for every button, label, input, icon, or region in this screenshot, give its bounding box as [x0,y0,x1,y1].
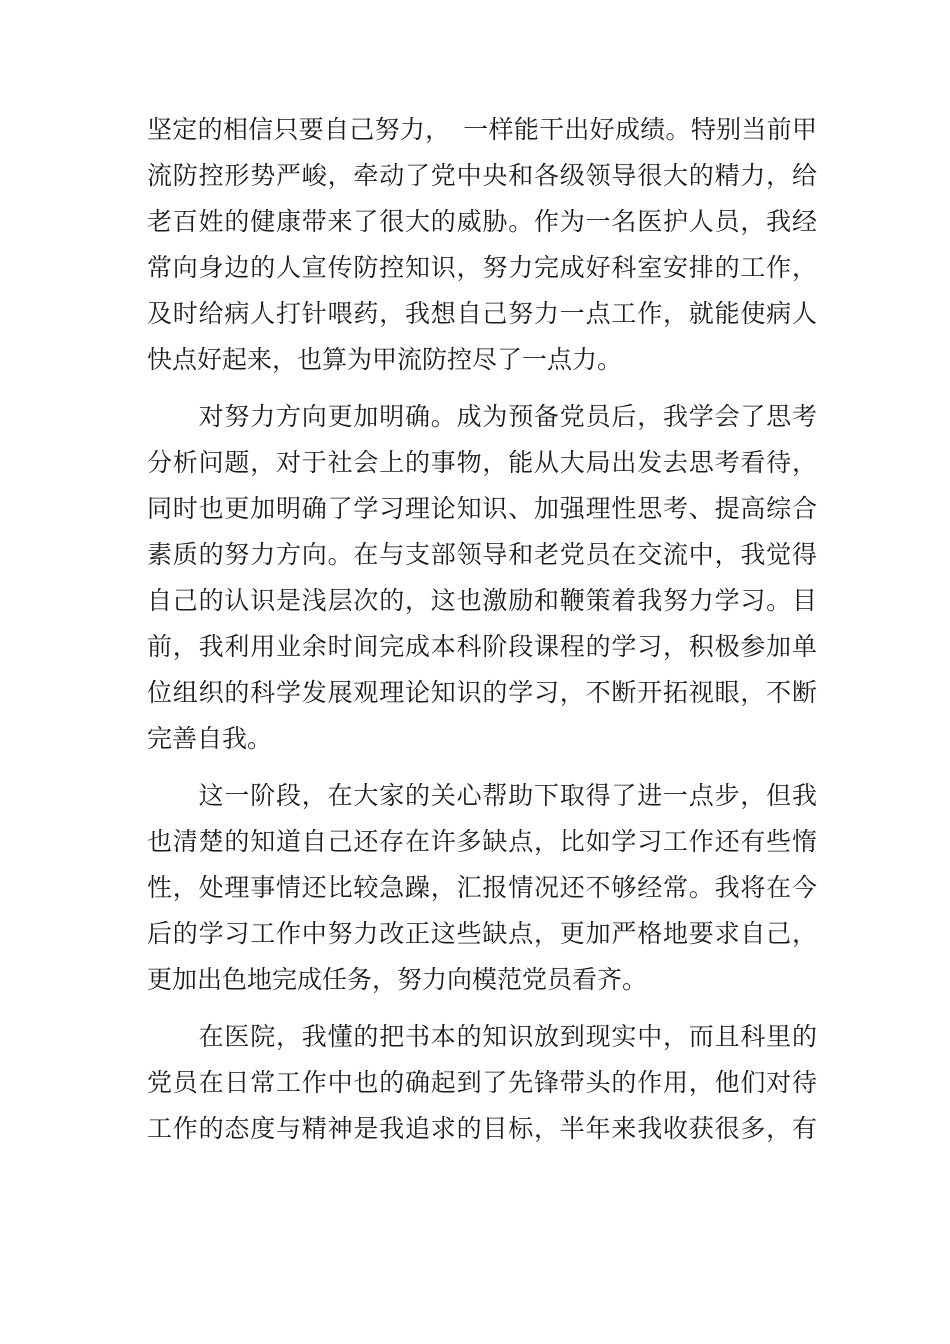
text-line: 老百姓的健康带来了很大的威胁。作为一名医护人员，我经 [147,207,817,236]
text-line: 快点好起来，也算为甲流防控尽了一点力。 [147,345,623,374]
text-line: 对努力方向更加明确。成为预备党员后，我学会了思考 [147,402,817,431]
text-line: 常向身边的人宣传防控知识，努力完成好科室安排的工作， [147,253,817,282]
text-line: 完善自我。 [147,724,273,753]
text-line: 后的学习工作中努力改正这些缺点，更加严格地要求自己， [147,919,817,948]
text-line: 工作的态度与精神是我追求的目标，半年来我收获很多，有 [147,1114,817,1143]
text-line: 性，处理事情还比较急躁，汇报情况还不够经常。我将在今 [147,873,817,902]
text-line: 流防控形势严峻，牵动了党中央和各级领导很大的精力，给 [147,161,817,190]
text-line: 同时也更加明确了学习理论知识、加强理性思考、提高综合 [147,494,817,523]
text-line: 前，我利用业余时间完成本科阶段课程的学习，积极参加单 [147,632,817,661]
text-line: 素质的努力方向。在与支部领导和老党员在交流中，我觉得 [147,540,817,569]
text-line: 党员在日常工作中也的确起到了先锋带头的作用，他们对待 [147,1068,817,1097]
text-line: 这一阶段，在大家的关心帮助下取得了进一点步，但我 [147,781,817,810]
text-line: 坚定的相信只要自己努力， 一样能干出好成绩。特别当前甲 [147,115,817,144]
text-line: 及时给病人打针喂药，我想自己努力一点工作，就能使病人 [147,299,817,328]
text-line: 分析问题，对于社会上的事物，能从大局出发去思考看待， [147,448,817,477]
text-line: 也清楚的知道自己还存在许多缺点，比如学习工作还有些惰 [147,827,817,856]
text-line: 自己的认识是浅层次的，这也激励和鞭策着我努力学习。目 [147,586,817,615]
text-line: 在医院，我懂的把书本的知识放到现实中，而且科里的 [147,1022,817,1051]
text-line: 位组织的科学发展观理论知识的学习，不断开拓视眼，不断 [147,678,817,707]
text-line: 更加出色地完成任务，努力向模范党员看齐。 [147,965,648,994]
